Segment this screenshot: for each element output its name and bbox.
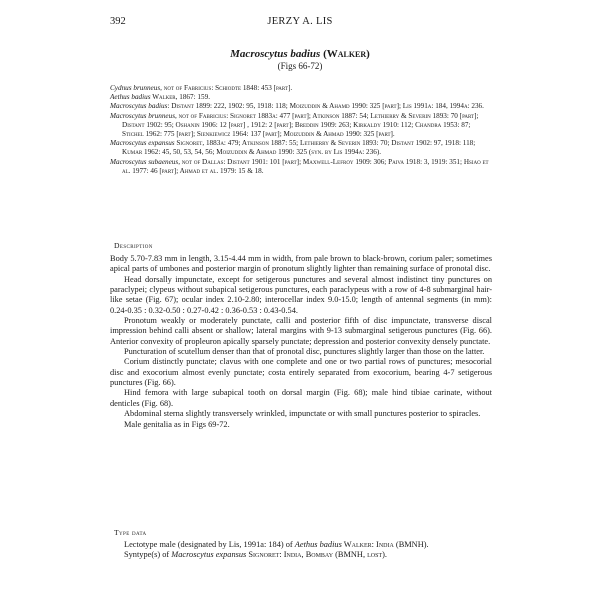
synonymy-entry [110,84,490,93]
synonymy-entry [110,93,490,102]
synonymy-entry [110,102,490,111]
synonym-name: Macroscytus expansus [110,139,175,148]
page-number: 392 [110,16,126,27]
synonym-name: Cydnus brunneus [110,84,161,92]
synonym-name: Aethus badius [110,93,151,102]
description-body [110,254,492,430]
running-author: JERZY A. LIS [267,16,333,27]
synonym-name: Macroscytus brunneus [110,111,176,120]
synonym-citation: , not of Fabricius: Schiodte 1848: 453 [part]. [160,84,293,92]
type-data-heading: Type data [114,528,147,537]
syntype-paragraph [110,550,492,560]
synonymy-list [110,84,490,176]
lectotype-paragraph [110,540,492,550]
description-paragraph: Hind femora with large subapical tooth on dorsal margin (Fig. 68); male hind tibiae carinate, without denticles (Fig. 68). [110,388,492,408]
syntype-name: Macroscytus expansus [171,550,247,560]
synonym-citation: , not of Fabricius: Signoret 1883a: 477 [part]; Atkinson 1887: 54; Lethierry & Severin 1893: 70 [part]; Distant 1902: 95; Oshanin 1906: 12 [part] , 1912: 2 [part]; Breddin 1909: 263; Kirkaldy 1910: 112; Chandra 1953: 87; Stichel 1962: 775 [part]; Sienkiewicz 1964: 137 [part]; Moizuddin & Ahmad 1990: 325 [part]. [122,111,479,139]
description-paragraph: Pronotum weakly or moderately punctate, calli and posterior fifth of disc impunctate, transverse discal impression behind calli absent or shallow; lateral margins with 9-13 submarginal setigerous punctures (Fig. 66). Anterior convexity of propleuron apically sparsely punctate; depression and posterior convexity densely punctate. [110,316,492,346]
description-paragraph: Abdominal sterna slightly transversely wrinkled, impunctate or with small punctures posterior to spiracles. [124,409,481,419]
type-data-body [110,540,492,561]
running-header [110,16,490,30]
species-name: Macroscytus badius [230,48,321,60]
synonym-citation: Walker, 1867: 159. [150,93,210,102]
lectotype-text: Lectotype male (designated by Lis, 1991a: 184) of [124,540,295,549]
description-paragraph: Corium distinctly punctate; clavus with one complete and one or two partial rows of punctures; mesocorial disc and exocorium almost evenly punctate; costa entirely separated from exocorium, bearing 4-7 setigerous punctures (Fig. 66). [110,357,492,388]
syntype-locality: Signoret: India, Bombay (BMNH, lost). [246,550,387,560]
synonym-name: Macroscytus badius [110,102,168,111]
description-paragraph: Male genitalia as in Figs 69-72. [124,419,230,429]
species-title-block [110,48,490,71]
synonym-citation: , not of Dallas: Distant 1901: 101 [part]; Maxwell-Lefroy 1909: 306; Paiva 1918: 3, 1919: 351; Hsiao et al. 1977: 46 [part]; Ahmad et al. 1979: 15 & 18. [122,157,489,175]
synonymy-entry [110,139,490,157]
synonymy-entry [110,158,490,176]
lectotype-locality: Walker: India (BMNH). [341,540,429,549]
description-paragraph: Body 5.70-7.83 mm in length, 3.15-4.44 mm in width, from pale brown to black-brown, corium paler; sometimes apical parts of umbones and posterior margin of pronotum slightly lighter than remaining surface of pronotal disc. [110,254,492,274]
species-title [110,48,490,60]
synonym-name: Macroscytus subaeneus [110,157,179,166]
species-authority: (Walker) [323,48,370,60]
synonym-citation: : Distant 1899: 222, 1902: 95, 1918: 118; Moizuddin & Ahamd 1990: 325 [part]; Lis 1991a: 184, 1994a: 236. [167,102,484,111]
synonymy-entry [110,112,490,140]
description-heading: Description [114,241,153,250]
description-paragraph: Head dorsally impunctate, except for setigerous punctures and several almost indistinct tiny punctures on paraclypei; clypeus without subapical setigerous punctures, each paraclypeus with a row of 4-8 submarginal hair-like setae (Fig. 67); ocular index 2.10-2.80; interocellar index 9.0-15.0; length of antennal segments (in mm): 0.24-0.35 : 0.32-0.50 : 0.27-0.42 : 0.36-0.53 : 0.43-0.54. [110,274,492,315]
syntype-text: Syntype(s) of [124,550,172,560]
figure-reference: (Figs 66-72) [277,61,323,71]
synonym-citation: Signoret, 1883a: 479; Atkinson 1887: 55; Lethierry & Severin 1893: 70; Distant 1902: 97, 1918: 118; Kumar 1962: 45, 50, 53, 54, 56; Moizuddin & Ahmad 1990: 325 (syn. by Lis 1994a: 236). [122,139,476,157]
description-paragraph: Puncturation of scutellum denser than that of pronotal disc, punctures slightly larger than those on the latter. [124,347,485,357]
lectotype-name: Aethus badius [294,540,342,549]
